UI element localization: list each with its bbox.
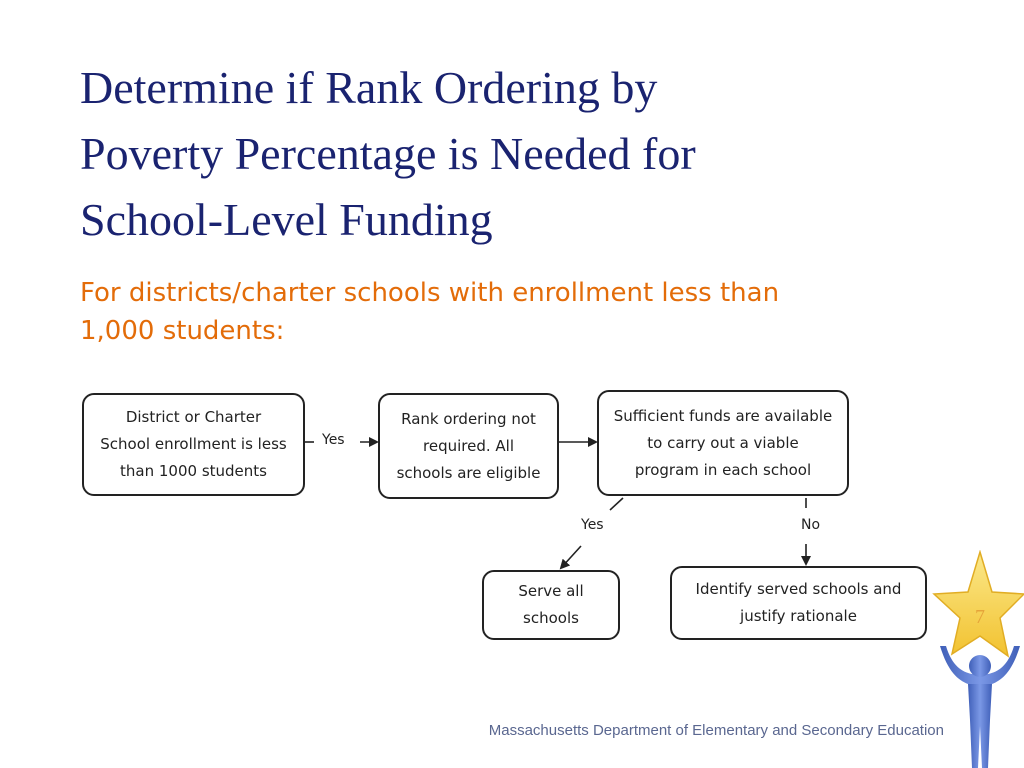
title-line: Determine if Rank Ordering by: [80, 62, 658, 113]
connector-box3-box4-bottom: [561, 546, 581, 568]
box-line: justify rationale: [740, 607, 857, 625]
flow-box-sufficient-funds: [597, 390, 849, 496]
box-line: schools are eligible: [396, 463, 541, 482]
box-line: program in each school: [634, 460, 812, 479]
figure-body: [968, 684, 992, 768]
box-line: schools: [523, 609, 579, 627]
connector-box3-box4-top: [610, 498, 623, 510]
box-line: Serve all: [518, 582, 584, 600]
label-yes-funds: Yes: [581, 517, 604, 533]
figure-head: [969, 655, 991, 677]
flow-box-serve-all: [482, 570, 620, 640]
title-line: Poverty Percentage is Needed for: [80, 128, 696, 179]
subtitle-line: For districts/charter schools with enrollment less than: [80, 278, 780, 308]
box-line: required. All: [423, 436, 514, 455]
box-line: District or Charter: [125, 408, 262, 426]
page-number: 7: [975, 606, 985, 628]
flow-box-rank-not-required: [378, 393, 559, 499]
label-no-funds: No: [801, 517, 821, 533]
box-line: Sufficient funds are available: [613, 406, 833, 425]
box-line: School enrollment is less: [100, 435, 287, 453]
box-line: than 1000 students: [120, 462, 267, 480]
footer-organization: Massachusetts Department of Elementary and Secondary Education: [488, 722, 944, 739]
box-line: Rank ordering not: [401, 409, 536, 428]
box-line: Identify served schools and: [695, 580, 902, 598]
flow-box-enrollment-check: [82, 393, 305, 496]
box-line: to carry out a viable: [647, 433, 799, 452]
label-yes-enrollment: Yes: [322, 432, 345, 448]
title-line: School-Level Funding: [80, 194, 493, 245]
flow-box-identify-schools: [670, 566, 927, 640]
star-shape: [934, 552, 1024, 656]
subtitle-line: 1,000 students:: [80, 316, 285, 346]
